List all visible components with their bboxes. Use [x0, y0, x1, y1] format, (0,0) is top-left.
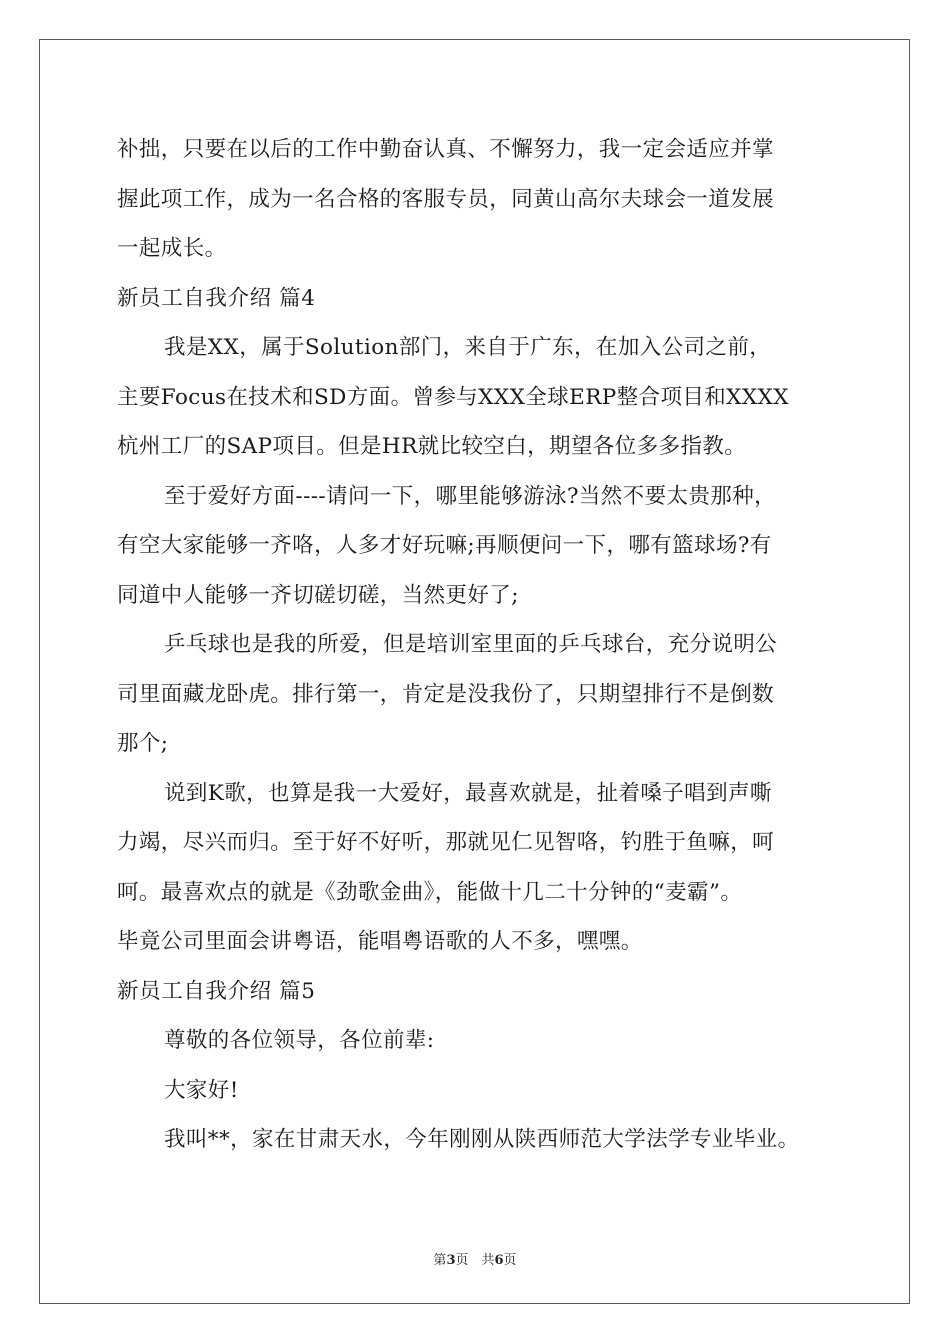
text-line: 尊敬的各位领导，各位前辈: — [164, 1028, 435, 1053]
current-page-number: 3 — [446, 1253, 456, 1268]
text-line: 我是XX，属于Solution部门，来自于广东，在加入公司之前， — [164, 335, 772, 360]
text-line: 力竭，尽兴而归。至于好不好听，那就见仁见智咯，钓胜于鱼嘛，呵 — [117, 830, 775, 855]
total-pages-number: 6 — [494, 1253, 504, 1268]
document-body — [117, 125, 843, 1165]
footer-suffix: 页 — [503, 1253, 517, 1268]
section-heading: 新员工自我介绍 篇4 — [117, 285, 316, 311]
text-line: 大家好! — [164, 1077, 239, 1103]
footer-prefix: 第 — [433, 1253, 447, 1268]
text-line: 至于爱好方面----请问一下，哪里能够游泳?当然不要太贵那种， — [164, 483, 776, 509]
text-line: 呵。最喜欢点的就是《劲歌金曲》，能做十几二十分钟的“麦霸”。 — [117, 879, 743, 905]
text-line: 主要Focus在技术和SD方面。曾参与XXX全球ERP整合项目和XXXX — [117, 384, 789, 410]
text-line: 杭州工厂的SAP项目。但是HR就比较空白，期望各位多多指教。 — [117, 434, 747, 459]
text-line: 同道中人能够一齐切磋切磋，当然更好了; — [117, 582, 519, 608]
footer-middle: 页 共 — [455, 1253, 495, 1268]
text-line: 补拙，只要在以后的工作中勤奋认真、不懈努力，我一定会适应并掌 — [117, 137, 775, 162]
page-footer — [0, 1249, 950, 1268]
text-line: 司里面藏龙卧虎。排行第一，肯定是没我份了，只期望排行不是倒数 — [117, 681, 775, 707]
text-line: 毕竟公司里面会讲粤语，能唱粤语歌的人不多，嘿嘿。 — [117, 929, 643, 954]
text-line: 那个; — [117, 731, 169, 756]
text-line: 一起成长。 — [117, 236, 227, 261]
text-line: 有空大家能够一齐咯，人多才好玩嘛;再顺便问一下，哪有篮球场?有 — [117, 533, 772, 558]
section-heading: 新员工自我介绍 篇5 — [117, 978, 316, 1004]
text-line: 乒乓球也是我的所爱，但是培训室里面的乒乓球台，充分说明公 — [164, 632, 778, 657]
text-line: 说到K歌，也算是我一大爱好，最喜欢就是，扯着嗓子唱到声嘶 — [164, 780, 772, 806]
text-line: 我叫**，家在甘肃天水，今年刚刚从陕西师范大学法学专业毕业。 — [164, 1127, 800, 1152]
text-line: 握此项工作，成为一名合格的客服专员，同黄山高尔夫球会一道发展 — [117, 186, 775, 212]
